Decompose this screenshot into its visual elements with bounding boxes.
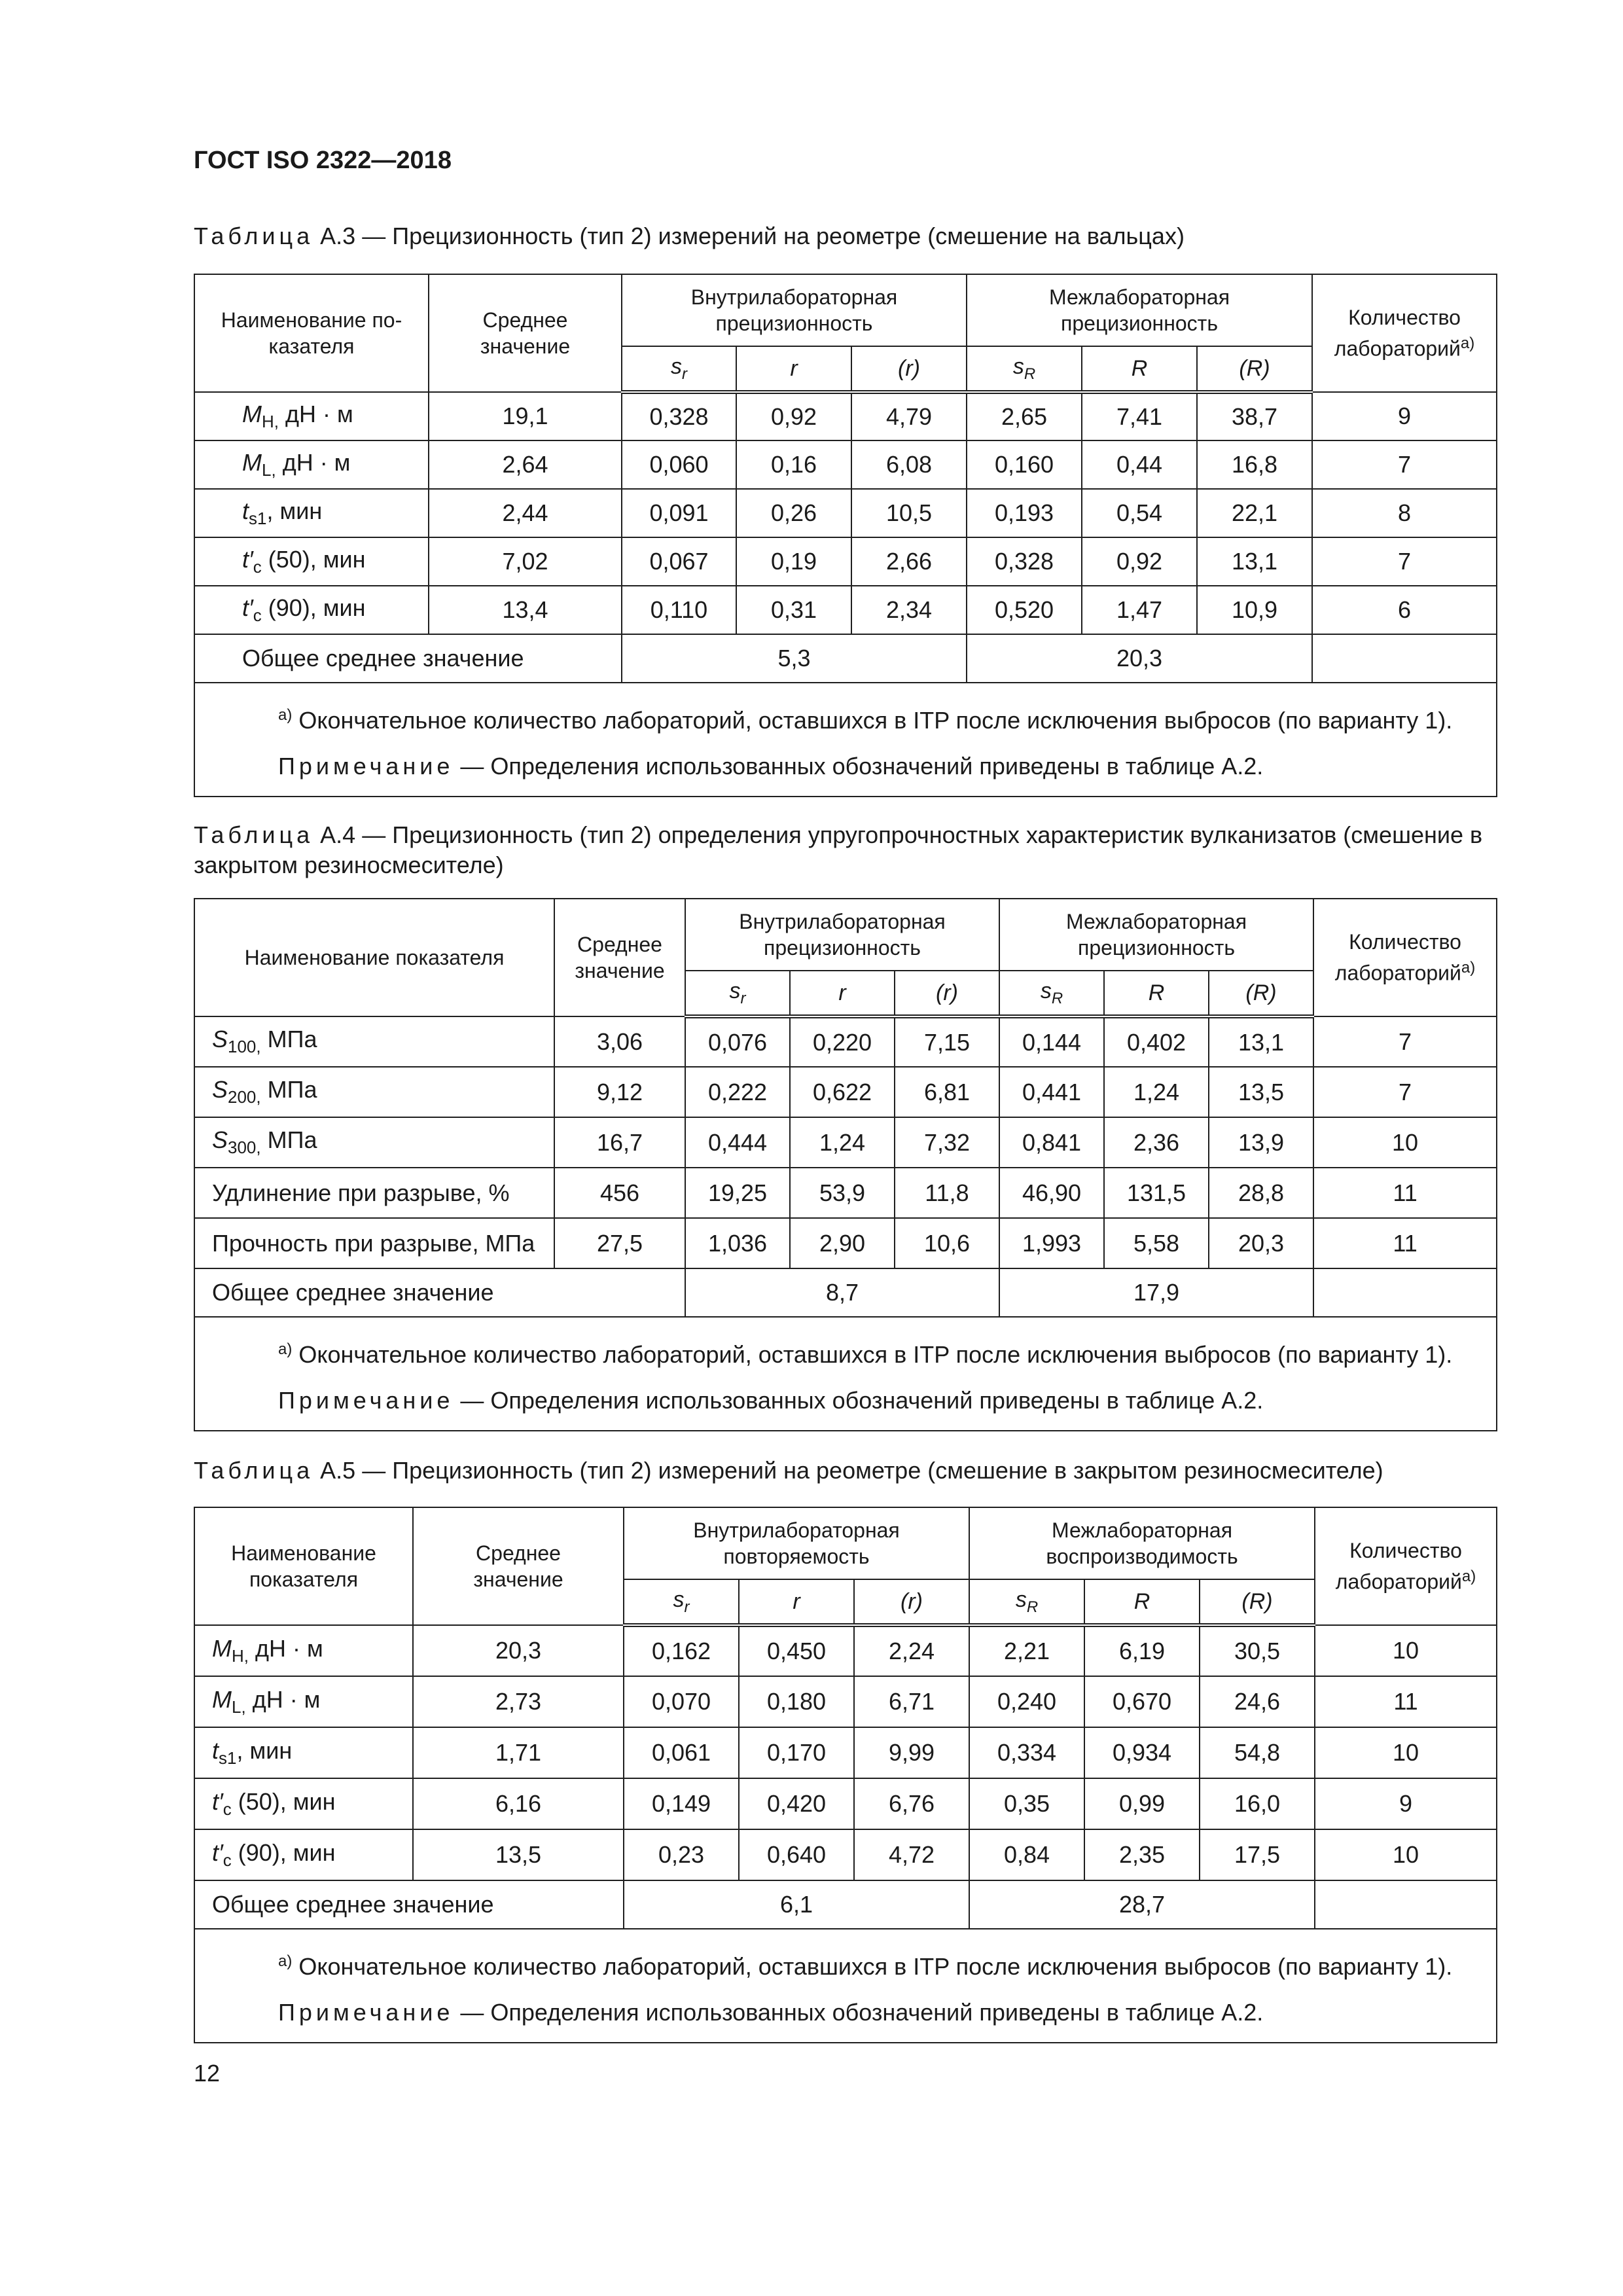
note: Примечание — Определения использованных обозначений приведены в таблице А.2.: [278, 1387, 1264, 1414]
parameter-name: $t'_c$ (50), мин: [194, 537, 429, 586]
value-cell: 0,35: [969, 1778, 1084, 1829]
overall-mean-label: Общее среднее значение: [194, 1880, 624, 1929]
col-labs-header: [1312, 274, 1497, 392]
value-cell: 0,670: [1084, 1676, 1200, 1727]
value-cell: 0,222: [685, 1067, 790, 1117]
value-cell: 0,19: [736, 537, 851, 586]
value-cell: 9: [1312, 392, 1497, 440]
sym-sr: $s_r$: [624, 1579, 739, 1625]
value-cell: 0,44: [1082, 440, 1197, 489]
value-cell: 9,99: [854, 1727, 969, 1778]
value-cell: 0,240: [969, 1676, 1084, 1727]
caption-label: Таблица: [194, 821, 314, 848]
value-cell: 10: [1315, 1727, 1497, 1778]
value-cell: 0,070: [624, 1676, 739, 1727]
table-footnotes: [194, 1317, 1497, 1431]
empty-cell: [1312, 634, 1497, 683]
value-cell: 0,076: [685, 1016, 790, 1067]
col-repeat-header: Внутрилабораторная прецизионность: [622, 274, 967, 346]
empty-cell: [1315, 1880, 1497, 1929]
overall-repeat-value: 8,7: [685, 1268, 999, 1317]
col-repeat-header: Внутрилабораторная повторяемость: [624, 1507, 969, 1579]
value-cell: 22,1: [1197, 489, 1312, 537]
overall-mean-label: Общее среднее значение: [194, 634, 622, 683]
value-cell: 10,9: [1197, 586, 1312, 634]
empty-cell: [1313, 1268, 1497, 1317]
value-cell: 30,5: [1200, 1625, 1315, 1676]
parameter-name: $S_{300,}$ МПа: [194, 1117, 554, 1168]
value-cell: 0,144: [999, 1016, 1104, 1067]
table-row: [194, 1016, 1497, 1067]
value-cell: 13,1: [1209, 1016, 1313, 1067]
value-cell: 24,6: [1200, 1676, 1315, 1727]
table-a5: [194, 1507, 1497, 2043]
value-cell: 11: [1313, 1218, 1497, 1268]
value-cell: 0,450: [739, 1625, 854, 1676]
value-cell: 2,34: [851, 586, 967, 634]
value-cell: 7,32: [895, 1117, 999, 1168]
table-footnotes: [194, 1929, 1497, 2043]
value-cell: 0,067: [622, 537, 736, 586]
footnote-ref: a): [1460, 334, 1475, 353]
sym-sR: $s_R$: [967, 346, 1082, 392]
caption-text: А.5 — Прецизионность (тип 2) измерений на реометре (смешение в закрытом резиносмесителе): [313, 1457, 1383, 1484]
value-cell: 13,9: [1209, 1117, 1313, 1168]
value-cell: 7: [1312, 537, 1497, 586]
col-mean-header: Среднее значение: [429, 274, 622, 392]
sym-R: R: [1084, 1579, 1200, 1625]
value-cell: 10,6: [895, 1218, 999, 1268]
value-cell: 1,993: [999, 1218, 1104, 1268]
value-cell: 2,35: [1084, 1829, 1200, 1880]
sym-R: R: [1104, 971, 1209, 1016]
value-cell: 0,420: [739, 1778, 854, 1829]
value-cell: 2,21: [969, 1625, 1084, 1676]
value-cell: 0,23: [624, 1829, 739, 1880]
footnote: $^{a)}$ Окончательное количество лабораторий, оставшихся в ITP после исключения выбросов (по варианту 1).: [278, 1952, 1453, 1980]
value-cell: 0,31: [736, 586, 851, 634]
value-cell: 28,8: [1209, 1168, 1313, 1218]
col-mean-header: Среднее значение: [413, 1507, 624, 1625]
overall-mean-label: Общее среднее значение: [194, 1268, 685, 1317]
value-cell: 6,16: [413, 1778, 624, 1829]
value-cell: 6,08: [851, 440, 967, 489]
table-row: [194, 1829, 1497, 1880]
table-row: [194, 586, 1497, 634]
value-cell: 0,99: [1084, 1778, 1200, 1829]
value-cell: 1,036: [685, 1218, 790, 1268]
sym-sr: $s_r$: [685, 971, 790, 1016]
value-cell: 6: [1312, 586, 1497, 634]
value-cell: 0,160: [967, 440, 1082, 489]
value-cell: 0,193: [967, 489, 1082, 537]
value-cell: 19,1: [429, 392, 622, 440]
value-cell: 16,7: [554, 1117, 685, 1168]
col-labs-label: Количество лабораторий: [1334, 306, 1461, 361]
value-cell: 456: [554, 1168, 685, 1218]
value-cell: 11,8: [895, 1168, 999, 1218]
document-code: ГОСТ ISO 2322—2018: [194, 147, 452, 174]
value-cell: 1,24: [790, 1117, 895, 1168]
value-cell: 10,5: [851, 489, 967, 537]
table-row: [194, 1625, 1497, 1676]
value-cell: 1,47: [1082, 586, 1197, 634]
parameter-name: Удлинение при разрыве, %: [194, 1168, 554, 1218]
value-cell: 0,060: [622, 440, 736, 489]
value-cell: 2,66: [851, 537, 967, 586]
value-cell: 7,41: [1082, 392, 1197, 440]
col-mean-header: Среднее значение: [554, 899, 685, 1016]
sym-R-paren: (R): [1197, 346, 1312, 392]
value-cell: 46,90: [999, 1168, 1104, 1218]
caption-text: А.4 — Прецизионность (тип 2) определения упругопрочностных характеристик вулканизатов (смешение в закрытом резиносмесителе): [194, 821, 1483, 878]
value-cell: 0,841: [999, 1117, 1104, 1168]
value-cell: 11: [1315, 1676, 1497, 1727]
sym-R-paren: (R): [1200, 1579, 1315, 1625]
value-cell: 10: [1315, 1829, 1497, 1880]
caption-label: Таблица: [194, 1457, 314, 1484]
value-cell: 0,328: [622, 392, 736, 440]
value-cell: 3,06: [554, 1016, 685, 1067]
value-cell: 0,640: [739, 1829, 854, 1880]
sym-sR: $s_R$: [999, 971, 1104, 1016]
value-cell: 0,328: [967, 537, 1082, 586]
parameter-name: $t_{s1}$, мин: [194, 1727, 413, 1778]
value-cell: 0,061: [624, 1727, 739, 1778]
value-cell: 0,170: [739, 1727, 854, 1778]
sym-r-paren: (r): [895, 971, 999, 1016]
parameter-name: $M_{L,}$ дН · м: [194, 440, 429, 489]
value-cell: 16,8: [1197, 440, 1312, 489]
value-cell: 13,1: [1197, 537, 1312, 586]
value-cell: 7: [1313, 1016, 1497, 1067]
value-cell: 7: [1313, 1067, 1497, 1117]
col-reprod-header: Межлабораторная воспроизводимость: [969, 1507, 1315, 1579]
overall-repeat-value: 6,1: [624, 1880, 969, 1929]
caption-label: Таблица: [194, 223, 314, 249]
value-cell: 38,7: [1197, 392, 1312, 440]
sym-sr: $s_r$: [622, 346, 736, 392]
value-cell: 0,091: [622, 489, 736, 537]
value-cell: 2,24: [854, 1625, 969, 1676]
parameter-name: $t'_c$ (90), мин: [194, 586, 429, 634]
footnote: $^{a)}$ Окончательное количество лабораторий, оставшихся в ITP после исключения выбросов (по варианту 1).: [278, 706, 1453, 734]
table-a3: [194, 274, 1497, 797]
value-cell: 10: [1313, 1117, 1497, 1168]
value-cell: 2,44: [429, 489, 622, 537]
value-cell: 0,402: [1104, 1016, 1209, 1067]
value-cell: 5,58: [1104, 1218, 1209, 1268]
value-cell: 0,16: [736, 440, 851, 489]
table-row: [194, 392, 1497, 440]
value-cell: 4,79: [851, 392, 967, 440]
value-cell: 54,8: [1200, 1727, 1315, 1778]
col-name-header: Наименование показателя: [194, 899, 554, 1016]
value-cell: 0,92: [1082, 537, 1197, 586]
parameter-name: Прочность при разрыве, МПа: [194, 1218, 554, 1268]
value-cell: 11: [1313, 1168, 1497, 1218]
parameter-name: $t'_c$ (90), мин: [194, 1829, 413, 1880]
value-cell: 6,19: [1084, 1625, 1200, 1676]
note: Примечание — Определения использованных обозначений приведены в таблице А.2.: [278, 753, 1264, 780]
table-row: [194, 1676, 1497, 1727]
overall-repeat-value: 5,3: [622, 634, 967, 683]
value-cell: 6,76: [854, 1778, 969, 1829]
value-cell: 4,72: [854, 1829, 969, 1880]
sym-R-paren: (R): [1209, 971, 1313, 1016]
value-cell: 0,162: [624, 1625, 739, 1676]
value-cell: 131,5: [1104, 1168, 1209, 1218]
value-cell: 0,934: [1084, 1727, 1200, 1778]
col-labs-header: [1315, 1507, 1497, 1625]
table-a5-caption: [194, 1456, 1496, 1486]
sym-r: r: [739, 1579, 854, 1625]
value-cell: 20,3: [1209, 1218, 1313, 1268]
parameter-name: $M_{H,}$ дН · м: [194, 1625, 413, 1676]
value-cell: 7,15: [895, 1016, 999, 1067]
value-cell: 0,110: [622, 586, 736, 634]
value-cell: 0,334: [969, 1727, 1084, 1778]
table-a3-caption: [194, 221, 1496, 251]
sym-R: R: [1082, 346, 1197, 392]
value-cell: 1,24: [1104, 1067, 1209, 1117]
value-cell: 17,5: [1200, 1829, 1315, 1880]
col-reprod-header: Межлабораторная прецизионность: [999, 899, 1313, 971]
value-cell: 10: [1315, 1625, 1497, 1676]
table-a4-caption: [194, 820, 1496, 880]
table-row: [194, 489, 1497, 537]
col-labs-label: Количество лабораторий: [1335, 1539, 1462, 1594]
value-cell: 20,3: [413, 1625, 624, 1676]
value-cell: 0,441: [999, 1067, 1104, 1117]
value-cell: 7,02: [429, 537, 622, 586]
value-cell: 6,81: [895, 1067, 999, 1117]
value-cell: 0,520: [967, 586, 1082, 634]
parameter-name: $M_{H,}$ дН · м: [194, 392, 429, 440]
caption-text: А.3 — Прецизионность (тип 2) измерений на реометре (смешение на вальцах): [313, 223, 1185, 249]
sym-r-paren: (r): [851, 346, 967, 392]
overall-reprod-value: 28,7: [969, 1880, 1315, 1929]
value-cell: 0,622: [790, 1067, 895, 1117]
table-row: [194, 1168, 1497, 1218]
table-row: [194, 537, 1497, 586]
value-cell: 2,90: [790, 1218, 895, 1268]
parameter-name: $M_{L,}$ дН · м: [194, 1676, 413, 1727]
value-cell: 19,25: [685, 1168, 790, 1218]
table-row: [194, 1117, 1497, 1168]
col-labs-header: [1313, 899, 1497, 1016]
value-cell: 0,444: [685, 1117, 790, 1168]
value-cell: 53,9: [790, 1168, 895, 1218]
sym-sR: $s_R$: [969, 1579, 1084, 1625]
table-row: [194, 440, 1497, 489]
table-row: [194, 1067, 1497, 1117]
parameter-name: $t'_c$ (50), мин: [194, 1778, 413, 1829]
value-cell: 0,92: [736, 392, 851, 440]
table-row: [194, 1218, 1497, 1268]
footnote-ref: a): [1461, 1568, 1476, 1586]
sym-r-paren: (r): [854, 1579, 969, 1625]
value-cell: 13,4: [429, 586, 622, 634]
note: Примечание — Определения использованных обозначений приведены в таблице А.2.: [278, 1999, 1264, 2026]
value-cell: 9: [1315, 1778, 1497, 1829]
sym-r: r: [736, 346, 851, 392]
value-cell: 13,5: [1209, 1067, 1313, 1117]
value-cell: 0,26: [736, 489, 851, 537]
overall-reprod-value: 17,9: [999, 1268, 1313, 1317]
value-cell: 0,180: [739, 1676, 854, 1727]
table-row: [194, 1727, 1497, 1778]
value-cell: 7: [1312, 440, 1497, 489]
col-name-header: Наименование показателя: [194, 1507, 413, 1625]
value-cell: 2,64: [429, 440, 622, 489]
value-cell: 0,220: [790, 1016, 895, 1067]
value-cell: 9,12: [554, 1067, 685, 1117]
value-cell: 27,5: [554, 1218, 685, 1268]
value-cell: 0,149: [624, 1778, 739, 1829]
value-cell: 8: [1312, 489, 1497, 537]
parameter-name: $S_{100,}$ МПа: [194, 1016, 554, 1067]
value-cell: 1,71: [413, 1727, 624, 1778]
footnote: $^{a)}$ Окончательное количество лабораторий, оставшихся в ITP после исключения выбросов (по варианту 1).: [278, 1340, 1453, 1368]
page-number: 12: [194, 2060, 221, 2087]
table-a4: [194, 898, 1497, 1431]
value-cell: 16,0: [1200, 1778, 1315, 1829]
col-repeat-header: Внутрилабораторная прецизионность: [685, 899, 999, 971]
overall-reprod-value: 20,3: [967, 634, 1312, 683]
value-cell: 2,73: [413, 1676, 624, 1727]
table-footnotes: [194, 683, 1497, 797]
footnote-ref: a): [1461, 959, 1476, 977]
table-row: [194, 1778, 1497, 1829]
value-cell: 13,5: [413, 1829, 624, 1880]
value-cell: 0,54: [1082, 489, 1197, 537]
value-cell: 6,71: [854, 1676, 969, 1727]
col-name-header: Наименование по-казателя: [194, 274, 429, 392]
value-cell: 2,65: [967, 392, 1082, 440]
value-cell: 2,36: [1104, 1117, 1209, 1168]
col-labs-label: Количество лабораторий: [1334, 930, 1461, 985]
value-cell: 0,84: [969, 1829, 1084, 1880]
col-reprod-header: Межлабораторная прецизионность: [967, 274, 1312, 346]
parameter-name: $S_{200,}$ МПа: [194, 1067, 554, 1117]
parameter-name: $t_{s1}$, мин: [194, 489, 429, 537]
sym-r: r: [790, 971, 895, 1016]
